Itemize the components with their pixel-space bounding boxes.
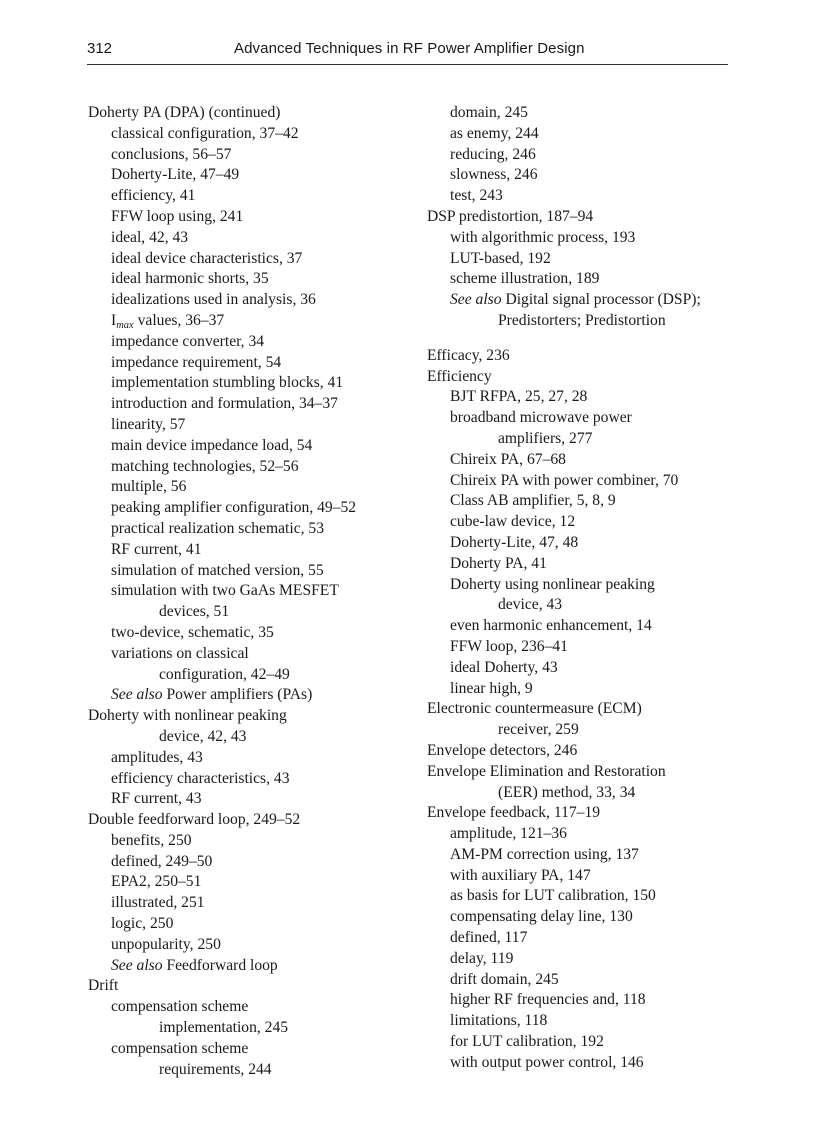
index-subentry: [427, 990, 727, 1011]
index-subentry: [427, 471, 727, 492]
index-subentry: [88, 311, 406, 332]
entry-text-continued: values, 36–37: [133, 311, 225, 329]
index-continuation: [427, 720, 727, 741]
index-subentry: [427, 103, 727, 124]
entry-text: RF current, 43: [111, 790, 202, 808]
index-column-left: [88, 103, 406, 1080]
index-entry: [427, 803, 727, 824]
entry-text: device, 42, 43: [159, 727, 247, 745]
entry-subscript: max: [116, 319, 134, 331]
index-subentry: [427, 886, 727, 907]
entry-text: peaking amplifier configuration, 49–52: [111, 499, 357, 517]
entry-text: FFW loop using, 241: [111, 207, 244, 225]
see-also-label: See also: [450, 291, 502, 309]
entry-text: Class AB amplifier, 5, 8, 9: [450, 492, 616, 510]
entry-text: Efficacy, 236: [427, 346, 510, 364]
index-subentry: [88, 207, 406, 228]
entry-text: Chireix PA with power combiner, 70: [450, 471, 679, 489]
entry-text: with output power control, 146: [450, 1053, 644, 1071]
entry-text: amplifiers, 277: [498, 429, 593, 447]
entry-text: benefits, 250: [111, 831, 192, 849]
entry-text: idealizations used in analysis, 36: [111, 291, 316, 309]
index-subentry: [88, 457, 406, 478]
index-subentry: [88, 415, 406, 436]
index-subentry: [88, 748, 406, 769]
entry-text: Envelope detectors, 246: [427, 741, 578, 759]
entry-text: RF current, 41: [111, 540, 202, 558]
entry-text: Electronic countermeasure (ECM): [427, 700, 642, 718]
entry-text: practical realization schematic, 53: [111, 519, 325, 537]
index-subentry: [427, 533, 727, 554]
entry-text: receiver, 259: [498, 721, 579, 739]
entry-text: limitations, 118: [450, 1012, 548, 1030]
entry-text: introduction and formulation, 34–37: [111, 395, 338, 413]
entry-text: Doherty using nonlinear peaking: [450, 575, 655, 593]
entry-text: with auxiliary PA, 147: [450, 866, 591, 884]
entry-text: compensating delay line, 130: [450, 908, 633, 926]
entry-text: linearity, 57: [111, 415, 186, 433]
index-subentry: [88, 186, 406, 207]
entry-text: DSP predistortion, 187–94: [427, 207, 594, 225]
index-subentry: [427, 512, 727, 533]
entry-text: defined, 117: [450, 929, 528, 947]
entry-text: even harmonic enhancement, 14: [450, 617, 652, 635]
see-also-label: See also: [111, 686, 163, 704]
entry-text: Doherty-Lite, 47–49: [111, 166, 240, 184]
index-subentry: [427, 145, 727, 166]
entry-text: as basis for LUT calibration, 150: [450, 887, 656, 905]
entry-text: illustrated, 251: [111, 894, 205, 912]
index-subentry: [427, 450, 727, 471]
see-also-label: See also: [111, 956, 163, 974]
index-subentry: [88, 373, 406, 394]
entry-text: device, 43: [498, 596, 563, 614]
index-subentry: [427, 616, 727, 637]
index-entry: [427, 367, 727, 388]
index-entry: [427, 741, 727, 762]
index-subentry: [427, 928, 727, 949]
entry-text: compensation scheme: [111, 1039, 249, 1057]
index-subentry: [88, 769, 406, 790]
index-subentry: [427, 1032, 727, 1053]
index-subentry: [88, 540, 406, 561]
index-subentry: [88, 519, 406, 540]
entry-text: Doherty-Lite, 47, 48: [450, 533, 579, 551]
index-subentry: [427, 637, 727, 658]
index-subentry: [88, 831, 406, 852]
index-subentry: [427, 165, 727, 186]
index-subentry: [88, 498, 406, 519]
index-continuation: [427, 311, 727, 332]
index-continuation: [88, 602, 406, 623]
entry-text: Efficiency: [427, 367, 492, 385]
index-subentry: [88, 935, 406, 956]
index-continuation: [427, 595, 727, 616]
index-subentry: [88, 290, 406, 311]
entry-text: FFW loop, 236–41: [450, 637, 568, 655]
entry-text: test, 243: [450, 187, 503, 205]
index-subentry: [427, 824, 727, 845]
index-continuation: [427, 429, 727, 450]
index-subentry: [427, 228, 727, 249]
index-subentry: [427, 269, 727, 290]
header-rule: [87, 64, 728, 65]
index-subentry: [88, 249, 406, 270]
index-subentry: [427, 907, 727, 928]
entry-text: LUT-based, 192: [450, 249, 551, 267]
index-subentry: [427, 1011, 727, 1032]
entry-text: Power amplifiers (PAs): [162, 686, 313, 704]
entry-text: ideal device characteristics, 37: [111, 249, 303, 267]
entry-text: ideal, 42, 43: [111, 228, 189, 246]
entry-text: Doherty with nonlinear peaking: [88, 707, 287, 725]
entry-text: compensation scheme: [111, 998, 249, 1016]
index-subentry: [427, 575, 727, 596]
entry-text: broadband microwave power: [450, 409, 632, 427]
index-subentry: [88, 165, 406, 186]
index-subentry: [88, 436, 406, 457]
index-column-right: [427, 103, 727, 1074]
entry-text: multiple, 56: [111, 478, 187, 496]
index-subentry: [427, 554, 727, 575]
running-title: Advanced Techniques in RF Power Amplifier Design: [234, 40, 585, 57]
entry-text: logic, 250: [111, 915, 174, 933]
index-subentry: [88, 145, 406, 166]
index-subentry: [88, 685, 406, 706]
entry-text: I: [111, 311, 117, 329]
entry-text: Drift: [88, 977, 119, 995]
index-entry: [88, 706, 406, 727]
entry-text: conclusions, 56–57: [111, 145, 232, 163]
entry-text: variations on classical: [111, 644, 249, 662]
index-subentry: [427, 658, 727, 679]
entry-text: implementation stumbling blocks, 41: [111, 374, 344, 392]
index-subentry: [88, 353, 406, 374]
index-entry: [427, 346, 727, 367]
index-subentry: [88, 644, 406, 665]
entry-text: impedance converter, 34: [111, 332, 265, 350]
index-subentry: [427, 845, 727, 866]
index-subentry: [88, 332, 406, 353]
index-subentry: [88, 269, 406, 290]
entry-text: EPA2, 250–51: [111, 873, 202, 891]
entry-text: Doherty PA (DPA) (continued): [88, 104, 281, 121]
entry-text: amplitude, 121–36: [450, 825, 567, 843]
entry-text: amplitudes, 43: [111, 748, 203, 766]
index-entry: [427, 762, 727, 783]
entry-text: Feedforward loop: [162, 956, 278, 974]
entry-text: Doherty PA, 41: [450, 554, 547, 572]
index-subentry: [427, 1053, 727, 1074]
entry-text: scheme illustration, 189: [450, 270, 600, 288]
index-subentry: [88, 623, 406, 644]
entry-text: domain, 245: [450, 104, 528, 121]
index-entry: [88, 103, 406, 124]
entry-text: drift domain, 245: [450, 970, 559, 988]
entry-text: simulation with two GaAs MESFET: [111, 582, 339, 600]
index-subentry: [427, 491, 727, 512]
index-subentry: [427, 186, 727, 207]
index-subentry: [88, 997, 406, 1018]
index-continuation: [88, 1018, 406, 1039]
entry-text: cube-law device, 12: [450, 513, 576, 531]
index-subentry: [88, 789, 406, 810]
index-entry: [427, 207, 727, 228]
entry-text: ideal harmonic shorts, 35: [111, 270, 269, 288]
index-subentry: [427, 679, 727, 700]
index-subentry: [88, 914, 406, 935]
entry-text: matching technologies, 52–56: [111, 457, 299, 475]
entry-text: main device impedance load, 54: [111, 436, 313, 454]
index-subentry: [88, 893, 406, 914]
entry-text: devices, 51: [159, 603, 230, 621]
entry-text: slowness, 246: [450, 166, 538, 184]
index-subentry: [88, 581, 406, 602]
entry-text: higher RF frequencies and, 118: [450, 991, 646, 1009]
index-continuation: [88, 665, 406, 686]
entry-text: reducing, 246: [450, 145, 536, 163]
entry-text: AM-PM correction using, 137: [450, 845, 639, 863]
index-subentry: [427, 970, 727, 991]
entry-text: with algorithmic process, 193: [450, 228, 636, 246]
entry-text: ideal Doherty, 43: [450, 658, 558, 676]
entry-text: defined, 249–50: [111, 852, 213, 870]
index-subentry: [427, 408, 727, 429]
index-continuation: [88, 1060, 406, 1081]
index-subentry: [88, 561, 406, 582]
index-entry: [88, 976, 406, 997]
entry-text: efficiency characteristics, 43: [111, 769, 290, 787]
index-subentry: [88, 872, 406, 893]
index-subentry: [427, 866, 727, 887]
entry-text: requirements, 244: [159, 1060, 272, 1078]
entry-text: Digital signal processor (DSP);: [501, 291, 701, 309]
entry-text: as enemy, 244: [450, 124, 539, 142]
page-header: [87, 38, 728, 60]
index-subentry: [88, 477, 406, 498]
entry-text: simulation of matched version, 55: [111, 561, 324, 579]
index-continuation: [427, 783, 727, 804]
index-subentry: [88, 852, 406, 873]
index-continuation: [88, 727, 406, 748]
entry-text: BJT RFPA, 25, 27, 28: [450, 388, 588, 406]
entry-text: Envelope feedback, 117–19: [427, 804, 601, 822]
entry-text: Double feedforward loop, 249–52: [88, 811, 301, 829]
index-subentry: [427, 124, 727, 145]
index-subentry: [88, 1039, 406, 1060]
entry-text: Envelope Elimination and Restoration: [427, 762, 666, 780]
entry-text: unpopularity, 250: [111, 935, 221, 953]
entry-text: efficiency, 41: [111, 187, 196, 205]
entry-text: impedance requirement, 54: [111, 353, 282, 371]
index-subentry: [88, 124, 406, 145]
index-subentry: [88, 394, 406, 415]
index-subentry: [427, 387, 727, 408]
entry-text: delay, 119: [450, 949, 514, 967]
index-subentry: [88, 228, 406, 249]
entry-text: two-device, schematic, 35: [111, 623, 274, 641]
index-subentry: [427, 249, 727, 270]
entry-text: for LUT calibration, 192: [450, 1033, 604, 1051]
entry-text: classical configuration, 37–42: [111, 124, 299, 142]
entry-gap: [427, 332, 727, 346]
entry-text: (EER) method, 33, 34: [498, 783, 636, 801]
index-subentry: [88, 956, 406, 977]
entry-text: implementation, 245: [159, 1019, 289, 1037]
entry-text: configuration, 42–49: [159, 665, 290, 683]
page-number: 312: [87, 40, 113, 57]
entry-text: Chireix PA, 67–68: [450, 450, 566, 468]
entry-text: linear high, 9: [450, 679, 533, 697]
entry-text: Predistorters; Predistortion: [498, 311, 666, 329]
index-entry: [88, 810, 406, 831]
index-entry: [427, 699, 727, 720]
index-subentry: [427, 949, 727, 970]
index-subentry: [427, 290, 727, 311]
